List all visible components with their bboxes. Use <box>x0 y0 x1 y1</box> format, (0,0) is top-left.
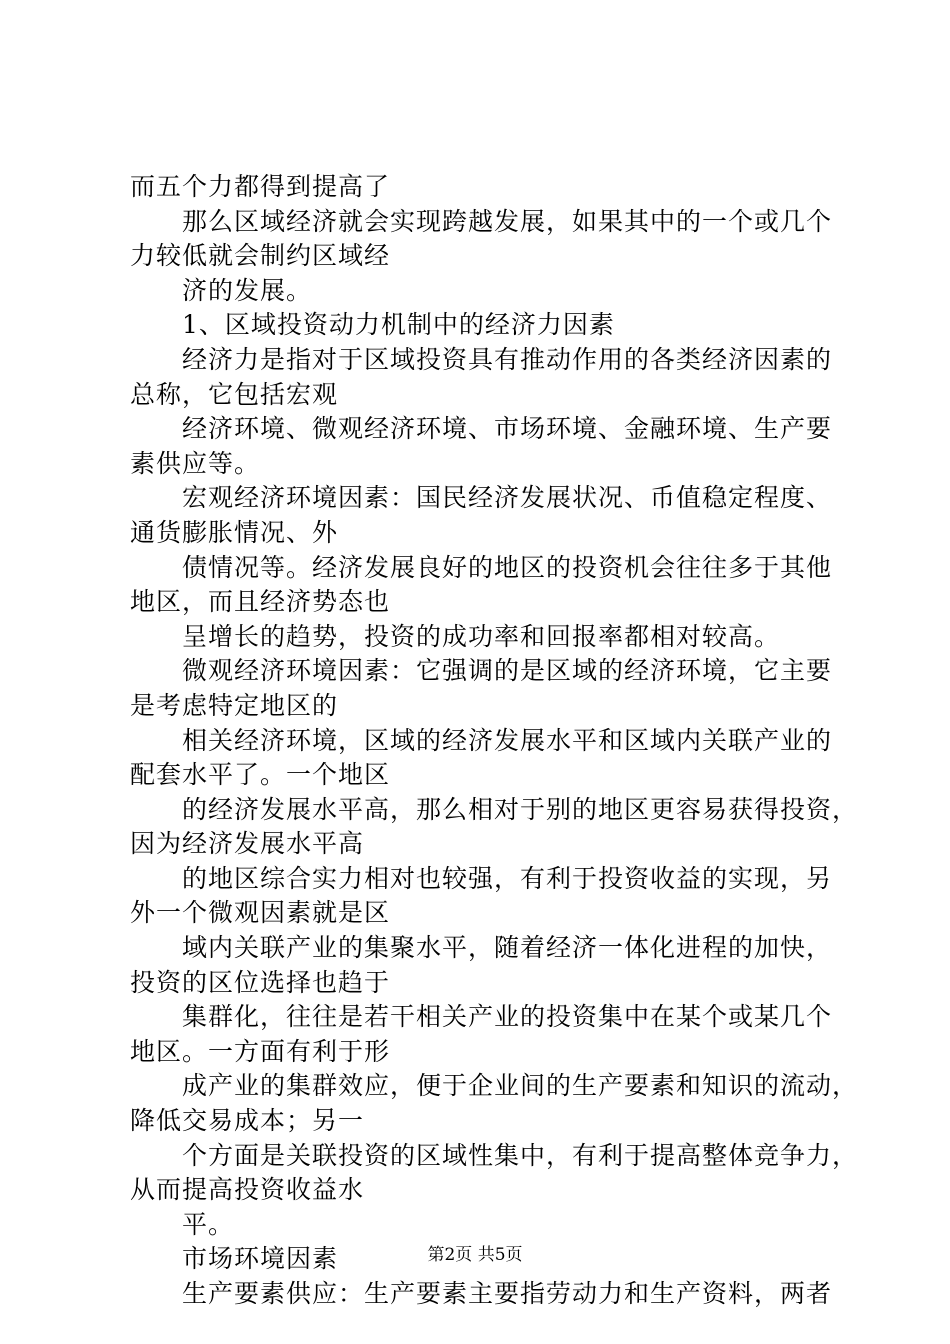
text-line: 生产要素供应：生产要素主要指劳动力和生产资料，两者 <box>182 1279 833 1308</box>
document-body <box>130 170 859 1312</box>
text-line: 平。 <box>182 1209 235 1239</box>
text-line: 经济力是指对于区域投资具有推动作用的各类经济因素的 <box>182 344 833 374</box>
text-line: 那么区域经济就会实现跨越发展，如果其中的一个或几个 <box>182 206 833 236</box>
section-heading: 1、区域投资动力机制中的经济力因素 <box>182 310 615 340</box>
text-line: 个方面是关联投资的区域性集中，有利于提高整体竞争力， <box>182 1140 859 1170</box>
text-line: 素供应等。 <box>130 448 261 478</box>
text-line: 力较低就会制约区域经 <box>130 241 391 271</box>
text-line: 总称，它包括宏观 <box>130 379 339 409</box>
text-line: 相关经济环境，区域的经济发展水平和区域内关联产业的 <box>182 725 833 755</box>
text-line: 的经济发展水平高，那么相对于别的地区更容易获得投资， <box>182 794 859 824</box>
text-line: 从而提高投资收益水 <box>130 1175 365 1205</box>
text-line: 是考虑特定地区的 <box>130 690 339 720</box>
page-number-footer: 第2页 共5页 <box>427 1245 523 1265</box>
text-line: 投资的区位选择也趋于 <box>130 967 391 997</box>
text-line: 外一个微观因素就是区 <box>130 898 391 928</box>
text-line: 呈增长的趋势，投资的成功率和回报率都相对较高。 <box>182 621 781 651</box>
text-line: 地区。一方面有利于形 <box>130 1036 391 1066</box>
text-line: 因为经济发展水平高 <box>130 829 365 859</box>
text-line: 成产业的集群效应，便于企业间的生产要素和知识的流动， <box>182 1071 859 1101</box>
section-heading: 市场环境因素 <box>182 1244 339 1274</box>
text-line: 配套水平了。一个地区 <box>130 760 391 790</box>
text-line: 而五个力都得到提高了 <box>130 172 391 201</box>
text-line: 债情况等。经济发展良好的地区的投资机会往往多于其他 <box>182 552 833 582</box>
text-line: 集群化，往往是若干相关产业的投资集中在某个或某几个 <box>182 1002 833 1032</box>
text-line: 的地区综合实力相对也较强，有利于投资收益的实现，另 <box>182 863 833 893</box>
text-line: 宏观经济环境因素：国民经济发展状况、币值稳定程度、 <box>182 483 833 513</box>
text-line: 域内关联产业的集聚水平，随着经济一体化进程的加快， <box>182 933 833 963</box>
text-line: 经济环境、微观经济环境、市场环境、金融环境、生产要 <box>182 414 833 444</box>
text-line: 通货膨胀情况、外 <box>130 517 339 547</box>
text-line: 济的发展。 <box>182 275 313 305</box>
text-line: 微观经济环境因素：它强调的是区域的经济环境，它主要 <box>182 656 833 686</box>
text-line: 降低交易成本；另一 <box>130 1106 365 1136</box>
text-line: 地区，而且经济势态也 <box>130 587 391 617</box>
